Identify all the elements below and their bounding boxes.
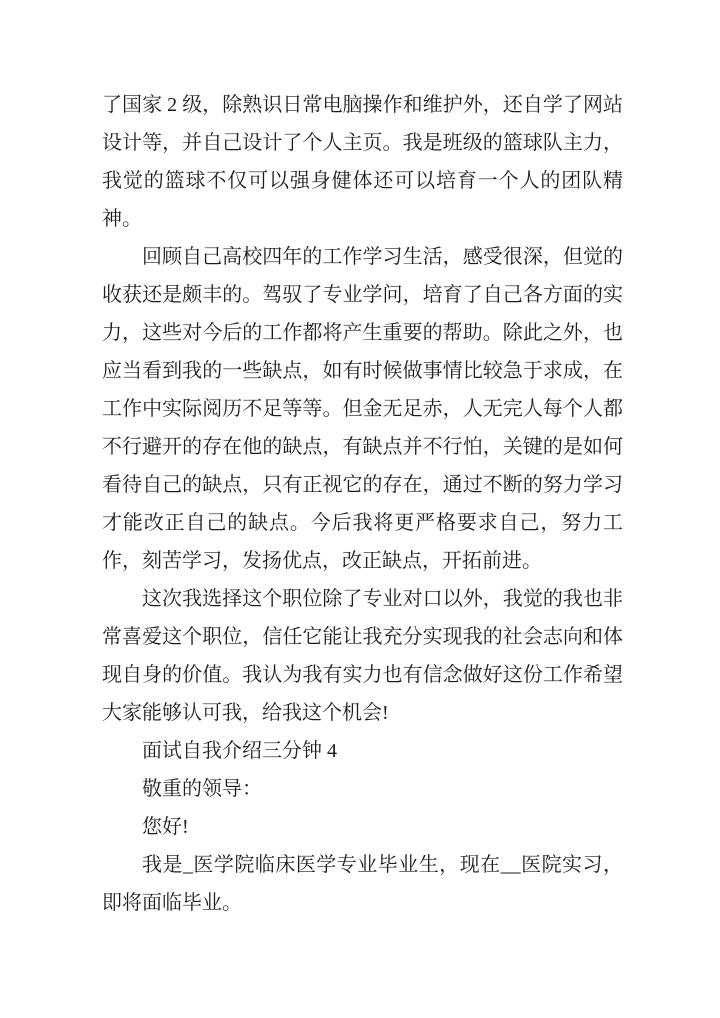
- paragraph: 您好!: [142, 816, 189, 838]
- paragraph: 了国家 2 级，除熟识日常电脑操作和维护外，还自学了网站设计等，并自己设计了个人主页。我是班级的篮球队主力，我觉的篮球不仅可以强身健体还可以培育一个人的团队精神。: [102, 94, 623, 230]
- document-body: [102, 86, 623, 922]
- paragraph: 这次我选择这个职位除了专业对口以外，我觉的我也非常喜爱这个职位，信任它能让我充分实现我的社会志向和体现自身的价值。我认为我有实力也有信念做好这份工作希望大家能够认可我，给我这个机会!: [102, 588, 623, 724]
- paragraph: 回顾自己高校四年的工作学习生活，感受很深，但觉的收获还是颇丰的。驾驭了专业学问，培育了自己各方面的实力，这些对今后的工作都将产生重要的帮助。除此之外，也应当看到我的一些缺点，如有时候做事情比较急于求成，在工作中实际阅历不足等等。但金无足赤，人无完人每个人都不行避开的存在他的缺点，有缺点并不行怕，关键的是如何看待自己的缺点，只有正视它的存在，通过不断的努力学习才能改正自己的缺点。今后我将更严格要求自己，努力工作，刻苦学习，发扬优点，改正缺点，开拓前进。: [102, 246, 623, 572]
- paragraph: 敬重的领导：: [142, 778, 262, 800]
- paragraph: 我是_医学院临床医学专业毕业生，现在__医院实习，即将面临毕业。: [102, 854, 623, 914]
- paragraph: 面试自我介绍三分钟 4: [142, 740, 337, 762]
